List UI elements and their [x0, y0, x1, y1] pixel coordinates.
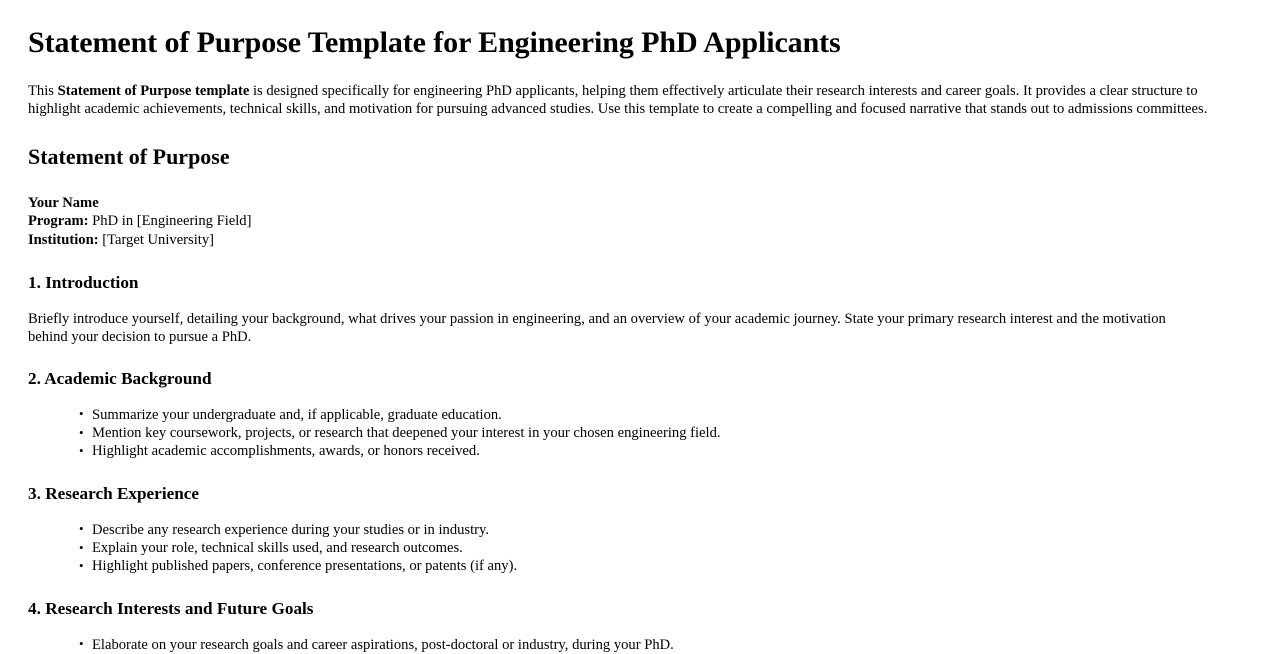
intro-bold-phrase: Statement of Purpose template: [57, 82, 250, 99]
section-research-experience: [28, 484, 1242, 576]
program-value: PhD in [Engineering Field]: [88, 213, 252, 230]
list-item: • Summarize your undergraduate and, if applicable, graduate education.: [79, 406, 1242, 424]
intro-paragraph: [28, 82, 1242, 119]
section-academic-background: [28, 369, 1242, 461]
list-item: • Describe any research experience during your studies or in industry.: [79, 521, 1242, 539]
list-item: • Elaborate on your research goals and career aspirations, post-doctoral or industry, during your PhD.: [79, 636, 1242, 654]
section-heading-introduction: 1. Introduction: [28, 272, 139, 292]
applicant-institution-line: [28, 231, 1242, 249]
intro-lead: This: [28, 82, 58, 99]
applicant-name: Your Name: [28, 194, 99, 211]
section-introduction: [28, 273, 1242, 347]
page-title: Statement of Purpose Template for Engineering PhD Applicants: [28, 26, 841, 59]
applicant-program-line: [28, 212, 1242, 230]
applicant-identity-block: [28, 194, 1242, 249]
institution-label: Institution:: [28, 231, 99, 248]
applicant-name-line: [28, 194, 1242, 212]
bullet-list-research-experience: [28, 521, 1242, 576]
list-item: • Mention key coursework, projects, or research that deepened your interest in your chosen engineering field.: [79, 424, 1242, 442]
bullet-list-research-interests-future-goals: [28, 636, 1242, 654]
list-item: • Explain your role, technical skills used, and research outcomes.: [79, 539, 1242, 557]
intro-rest: is designed specifically for engineering PhD applicants, helping them effectively articulate their research interests and career goals. It provides a clear structure to highlight academic achievements, technical skills, and motivation for pursuing advanced studies. Use this template to create a compelling and focused narrative that stands out to admissions committees.: [28, 82, 1208, 117]
list-item: • Highlight published papers, conference presentations, or patents (if any).: [79, 557, 1242, 575]
bullet-list-academic-background: [28, 406, 1242, 461]
section-heading-research-experience: 3. Research Experience: [28, 483, 200, 503]
statement-of-purpose-heading: Statement of Purpose: [28, 144, 230, 170]
program-label: Program:: [28, 213, 89, 230]
list-item: • Highlight academic accomplishments, awards, or honors received.: [79, 442, 1242, 460]
institution-value: [Target University]: [98, 231, 214, 248]
section-heading-research-interests-future-goals: 4. Research Interests and Future Goals: [28, 598, 314, 618]
section-heading-academic-background: 2. Academic Background: [28, 368, 212, 388]
section-paragraph-introduction: Briefly introduce yourself, detailing your background, what drives your passion in engineering, and an overview of your academic journey. State your primary research interest and the motivation behind your decision to pursue a PhD.: [28, 310, 1166, 346]
section-research-interests-future-goals: [28, 599, 1242, 654]
